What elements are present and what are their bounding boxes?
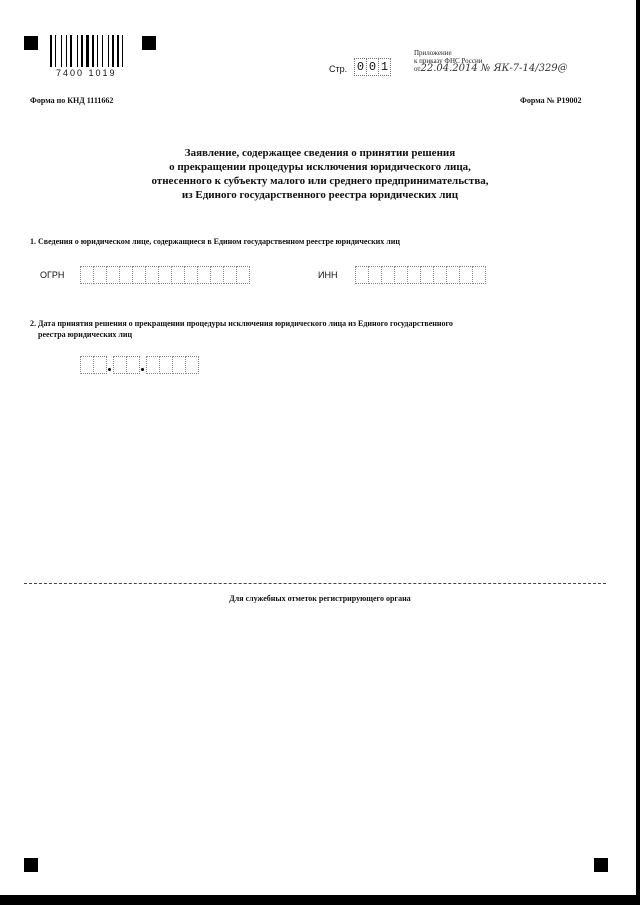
ogrn-input[interactable] xyxy=(80,266,249,284)
ogrn-cell[interactable] xyxy=(210,266,224,284)
barcode-bar xyxy=(95,35,96,67)
barcode-bar xyxy=(73,35,76,67)
cut-line-divider xyxy=(24,583,606,584)
corner-marker-bottom-left xyxy=(24,858,38,872)
ogrn-cell[interactable] xyxy=(80,266,94,284)
ogrn-cell[interactable] xyxy=(171,266,185,284)
date-day-cell[interactable] xyxy=(93,356,107,374)
inn-cell[interactable] xyxy=(433,266,447,284)
prikaz-line3 xyxy=(414,65,568,73)
barcode-bar xyxy=(84,35,85,67)
inn-input[interactable] xyxy=(355,266,485,284)
corner-marker-bottom-right xyxy=(594,858,608,872)
barcode-bar xyxy=(55,35,56,67)
page-number-cells xyxy=(354,58,390,76)
date-year-cell[interactable] xyxy=(146,356,160,374)
barcode-bar xyxy=(86,35,89,67)
barcode-bar xyxy=(63,35,65,67)
title-line: о прекращении процедуры исключения юридического лица, xyxy=(169,161,471,173)
service-marks-label: Для служебных отметок регистрирующего органа xyxy=(229,594,411,603)
page-digit: 0 xyxy=(366,58,379,76)
corner-marker-top-right xyxy=(142,36,156,50)
page-digit: 1 xyxy=(378,58,391,76)
barcode-bar xyxy=(104,35,107,67)
barcode-bar xyxy=(122,35,123,67)
barcode-bar xyxy=(79,35,80,67)
ogrn-cell[interactable] xyxy=(106,266,120,284)
barcode-bar xyxy=(90,35,91,67)
ogrn-label: ОГРН xyxy=(40,270,65,280)
barcode-bar xyxy=(70,35,72,67)
title-line: из Единого государственного реестра юридических лиц xyxy=(181,189,459,201)
date-year-cell[interactable] xyxy=(159,356,173,374)
ogrn-cell[interactable] xyxy=(132,266,146,284)
scan-edge-bottom xyxy=(0,895,640,905)
inn-cell[interactable] xyxy=(355,266,369,284)
barcode-bar xyxy=(61,35,62,67)
barcode-bar xyxy=(110,35,111,67)
page-label: Стр. xyxy=(329,64,348,74)
barcode-bar xyxy=(53,35,54,67)
prikaz-note xyxy=(414,49,568,73)
section2-heading xyxy=(30,318,453,340)
barcode-bar xyxy=(124,35,127,67)
barcode-bar xyxy=(66,35,67,67)
section2-heading-line1: 2. Дата принятия решения о прекращении процедуры исключения юридического лица из Единого государственного xyxy=(30,319,453,328)
ogrn-cell[interactable] xyxy=(236,266,250,284)
inn-cell[interactable] xyxy=(446,266,460,284)
ogrn-cell[interactable] xyxy=(158,266,172,284)
ogrn-cell[interactable] xyxy=(223,266,237,284)
barcode-bar xyxy=(112,35,114,67)
ogrn-cell[interactable] xyxy=(184,266,198,284)
date-year-cell[interactable] xyxy=(185,356,199,374)
inn-label: ИНН xyxy=(318,270,338,280)
barcode-bar xyxy=(102,35,103,67)
document-title xyxy=(100,146,540,202)
barcode-bar xyxy=(81,35,83,67)
date-day-cell[interactable] xyxy=(80,356,94,374)
barcode-icon xyxy=(50,35,132,67)
section2-heading-line2: реестра юридических лиц xyxy=(38,330,133,339)
ogrn-cell[interactable] xyxy=(119,266,133,284)
inn-cell[interactable] xyxy=(459,266,473,284)
form-knd: Форма по КНД 1111662 xyxy=(30,96,114,105)
ogrn-cell[interactable] xyxy=(145,266,159,284)
inn-cell[interactable] xyxy=(368,266,382,284)
inn-cell[interactable] xyxy=(394,266,408,284)
section1-heading: 1. Сведения о юридическом лице, содержащиеся в Едином государственном реестре юридических лиц xyxy=(30,237,400,246)
title-line: отнесенного к субъекту малого или среднего предпринимательства, xyxy=(151,175,489,187)
barcode-bar xyxy=(99,35,101,67)
form-number: Форма № Р19002 xyxy=(520,96,582,105)
corner-marker-top-left xyxy=(24,36,38,50)
date-year-cell[interactable] xyxy=(172,356,186,374)
barcode-bar xyxy=(68,35,69,67)
date-separator xyxy=(139,356,146,374)
inn-cell[interactable] xyxy=(420,266,434,284)
barcode-bar xyxy=(92,35,94,67)
barcode-bar xyxy=(117,35,119,67)
prikaz-line2: к приказу ФНС России xyxy=(414,57,483,65)
barcode-bar xyxy=(115,35,116,67)
inn-cell[interactable] xyxy=(381,266,395,284)
prikaz-handwritten: 22.04.2014 № ЯК-7-14/329@ xyxy=(420,63,568,74)
title-line: Заявление, содержащее сведения о принятии решения xyxy=(184,147,456,159)
ogrn-cell[interactable] xyxy=(93,266,107,284)
barcode-bar xyxy=(97,35,98,67)
inn-cell[interactable] xyxy=(472,266,486,284)
prikaz-prefix: от xyxy=(414,65,421,73)
date-separator xyxy=(106,356,113,374)
date-month-cell[interactable] xyxy=(113,356,127,374)
barcode-bar xyxy=(57,35,60,67)
barcode-bar xyxy=(120,35,121,67)
barcode-bar xyxy=(108,35,109,67)
ogrn-cell[interactable] xyxy=(197,266,211,284)
barcode-number: 7400 1019 xyxy=(56,68,117,78)
inn-cell[interactable] xyxy=(407,266,421,284)
barcode-bar xyxy=(77,35,78,67)
page-digit: 0 xyxy=(354,58,367,76)
prikaz-line1: Приложение xyxy=(414,49,452,57)
decision-date-input[interactable] xyxy=(80,356,198,374)
barcode-bar xyxy=(50,35,52,67)
scan-edge-right xyxy=(636,0,640,905)
date-month-cell[interactable] xyxy=(126,356,140,374)
